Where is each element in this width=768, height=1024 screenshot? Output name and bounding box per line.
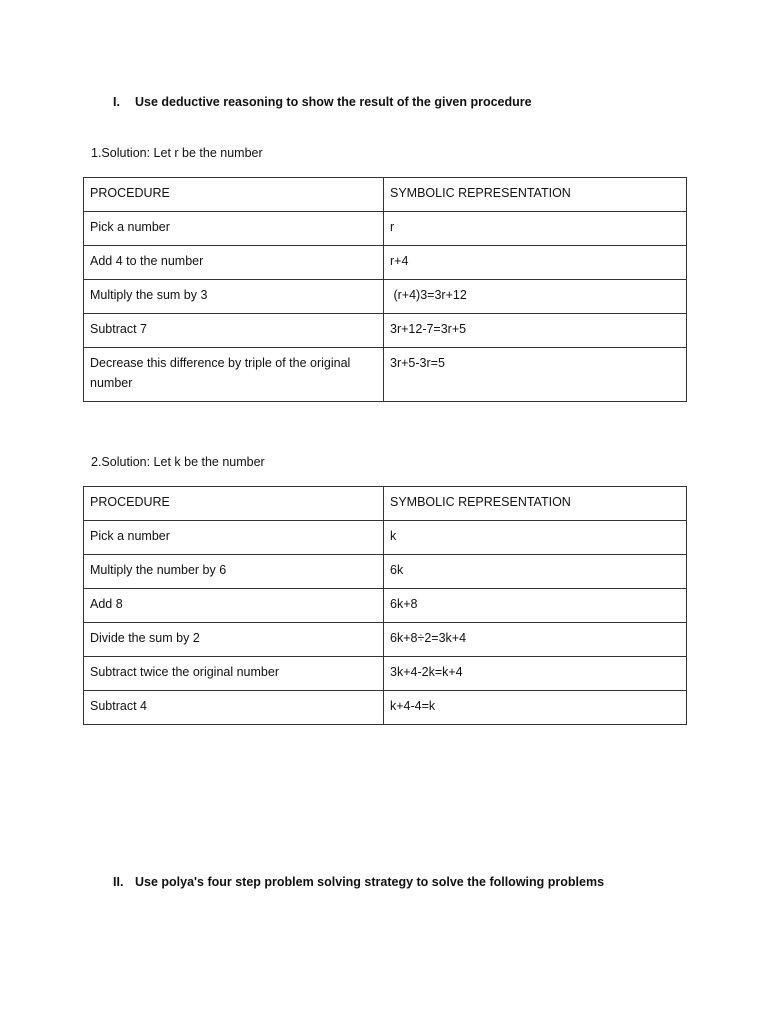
table-header-row [84,178,687,212]
procedure-cell: Subtract 4 [84,691,384,725]
symbolic-cell: 3k+4-2k=k+4 [384,657,687,691]
symbolic-cell: (r+4)3=3r+12 [384,280,687,314]
table-row [84,314,687,348]
symbolic-cell: r [384,212,687,246]
procedure-cell: Add 4 to the number [84,246,384,280]
procedure-cell: Subtract twice the original number [84,657,384,691]
symbolic-cell: k [384,521,687,555]
table-row [84,348,687,402]
symbolic-cell: r+4 [384,246,687,280]
procedure-table [83,486,687,725]
symbolic-cell: 6k [384,555,687,589]
symbolic-cell: 3r+5-3r=5 [384,348,687,402]
procedure-header: PROCEDURE [84,487,384,521]
section-numeral: II. [113,875,124,889]
table-row [84,657,687,691]
table-row [84,521,687,555]
table-row [84,555,687,589]
section-title: Use deductive reasoning to show the result of the given procedure [135,95,532,109]
solution-statement: 1.Solution: Let r be the number [91,146,263,160]
table-row [84,691,687,725]
procedure-cell: Multiply the sum by 3 [84,280,384,314]
procedure-cell: Add 8 [84,589,384,623]
procedure-header: PROCEDURE [84,178,384,212]
procedure-cell: Multiply the number by 6 [84,555,384,589]
procedure-table [83,177,687,402]
procedure-cell: Decrease this difference by triple of the original number [84,348,384,402]
section-heading-2 [113,875,604,889]
procedure-cell: Subtract 7 [84,314,384,348]
symbolic-header: SYMBOLIC REPRESENTATION [384,487,687,521]
table-row [84,246,687,280]
symbolic-header: SYMBOLIC REPRESENTATION [384,178,687,212]
table-header-row [84,487,687,521]
table-row [84,280,687,314]
symbolic-cell: 6k+8 [384,589,687,623]
table-row [84,589,687,623]
symbolic-cell: 6k+8÷2=3k+4 [384,623,687,657]
procedure-cell: Pick a number [84,212,384,246]
procedure-cell: Pick a number [84,521,384,555]
table-row [84,623,687,657]
section-numeral: I. [113,95,120,109]
solution-statement: 2.Solution: Let k be the number [91,455,265,469]
symbolic-cell: 3r+12-7=3r+5 [384,314,687,348]
section-heading-1 [113,95,532,109]
symbolic-cell: k+4-4=k [384,691,687,725]
procedure-cell: Divide the sum by 2 [84,623,384,657]
table-row [84,212,687,246]
section-title: Use polya's four step problem solving strategy to solve the following problems [135,875,605,889]
